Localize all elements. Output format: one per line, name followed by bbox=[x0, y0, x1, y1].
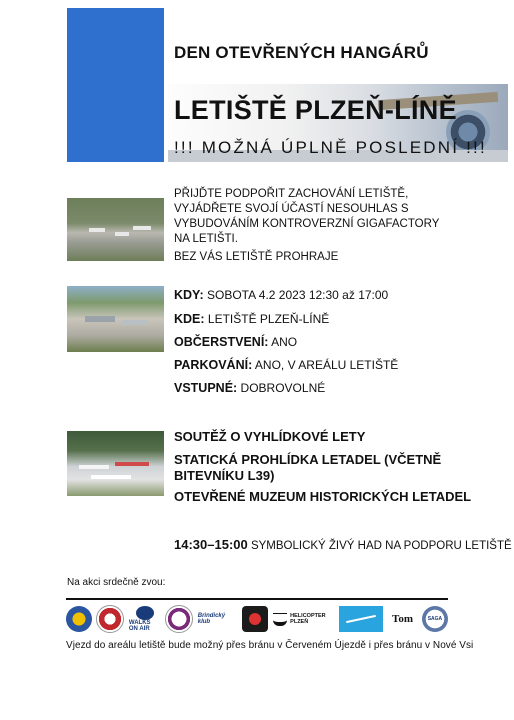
detail-refreshments bbox=[174, 335, 297, 349]
logo-text: Brindický klub bbox=[197, 613, 226, 625]
logo-text: Tom bbox=[392, 613, 413, 625]
detail-label: OBČERSTVENÍ: bbox=[174, 335, 269, 349]
program-item: OTEVŘENÉ MUZEUM HISTORICKÝCH LETADEL bbox=[174, 489, 472, 504]
detail-label: KDE: bbox=[174, 312, 205, 326]
walks-on-air-logo bbox=[129, 606, 161, 632]
logo-text: HELICOPTER PLZEŇ bbox=[290, 613, 326, 625]
detail-when bbox=[174, 288, 388, 302]
detail-where bbox=[174, 312, 329, 326]
detail-value: LETIŠTĚ PLZEŇ-LÍNĚ bbox=[207, 312, 330, 326]
tom-logo bbox=[388, 606, 418, 632]
invite-label: Na akci srdečně zvou: bbox=[67, 577, 166, 588]
detail-entry bbox=[174, 381, 325, 395]
footer-divider bbox=[66, 598, 448, 600]
logo-text: WALKS ON AIR bbox=[128, 620, 151, 632]
detail-value: SOBOTA 4.2 2023 12:30 až 17:00 bbox=[206, 288, 389, 302]
detail-label: KDY: bbox=[174, 288, 204, 302]
dark-badge-logo-icon bbox=[242, 606, 268, 632]
intro-note: BEZ VÁS LETIŠTĚ PROHRAJE bbox=[174, 251, 339, 263]
subtitle: !!! MOŽNÁ ÚPLNĚ POSLEDNÍ !!! bbox=[174, 138, 487, 157]
partner-logos bbox=[66, 604, 448, 634]
aircraft-display-photo bbox=[67, 286, 164, 352]
small-planes-photo bbox=[67, 431, 164, 496]
detail-parking bbox=[174, 358, 398, 372]
brindicky-logo bbox=[198, 606, 238, 632]
plane-shape bbox=[89, 228, 105, 232]
plane-shape bbox=[91, 475, 131, 479]
plane-shape bbox=[115, 232, 129, 236]
glider-logo-icon bbox=[339, 606, 383, 632]
detail-value: ANO, V AREÁLU LETIŠTĚ bbox=[254, 358, 399, 372]
detail-label: VSTUPNÉ: bbox=[174, 381, 238, 395]
plane-shape bbox=[133, 226, 151, 230]
walks-on-air-icon bbox=[136, 606, 154, 620]
blue-accent-block bbox=[67, 8, 164, 162]
saga-logo bbox=[422, 606, 448, 632]
intro-paragraph: PŘIJĎTE PODPOŘIT ZACHOVÁNÍ LETIŠTĚ, VYJÁDŘETE SVOJÍ ÚČASTÍ NESOUHLAS S VYBUDOVÁNÍM KONTROVERZNÍ GIGAFACTORY NA LETIŠTI. bbox=[174, 188, 440, 245]
airport-name-heading: LETIŠTĚ PLZEŇ-LÍNĚ bbox=[174, 95, 457, 125]
program-item: STATICKÁ PROHLÍDKA LETADEL (VČETNĚ BITEVNÍKU L39) bbox=[174, 452, 442, 483]
plane-shape bbox=[122, 320, 148, 325]
plane-shape bbox=[85, 316, 115, 322]
badge-dot-icon bbox=[249, 613, 261, 625]
event-title: DEN OTEVŘENÝCH HANGÁRŮ bbox=[174, 43, 429, 62]
helicopter-plzen-logo bbox=[273, 606, 335, 632]
rally-time: 14:30–15:00 bbox=[174, 537, 248, 552]
detail-value: DOBROVOLNÉ bbox=[240, 381, 326, 395]
plane-shape bbox=[79, 465, 109, 469]
detail-value: ANO bbox=[271, 335, 298, 349]
squadron-logo-icon bbox=[96, 605, 124, 633]
program-item: SOUTĚŽ O VYHLÍDKOVÉ LETY bbox=[174, 429, 366, 444]
helicopter-icon bbox=[273, 613, 288, 626]
entrance-note: Vjezd do areálu letiště bude možný přes bránu v Červeném Újezdě i přes bránu v Nové Vsi bbox=[66, 640, 474, 651]
logo-text: SAGA bbox=[427, 616, 443, 622]
club-logo-icon bbox=[66, 606, 92, 632]
aeroclub-logo-icon bbox=[165, 605, 193, 633]
rally-text: SYMBOLICKÝ ŽIVÝ HAD NA PODPORU LETIŠTĚ bbox=[250, 540, 512, 552]
glider-shape bbox=[346, 615, 376, 623]
rally-line bbox=[174, 537, 512, 552]
airfield-aerial-photo bbox=[67, 198, 164, 261]
detail-label: PARKOVÁNÍ: bbox=[174, 358, 253, 372]
plane-shape bbox=[115, 462, 149, 466]
